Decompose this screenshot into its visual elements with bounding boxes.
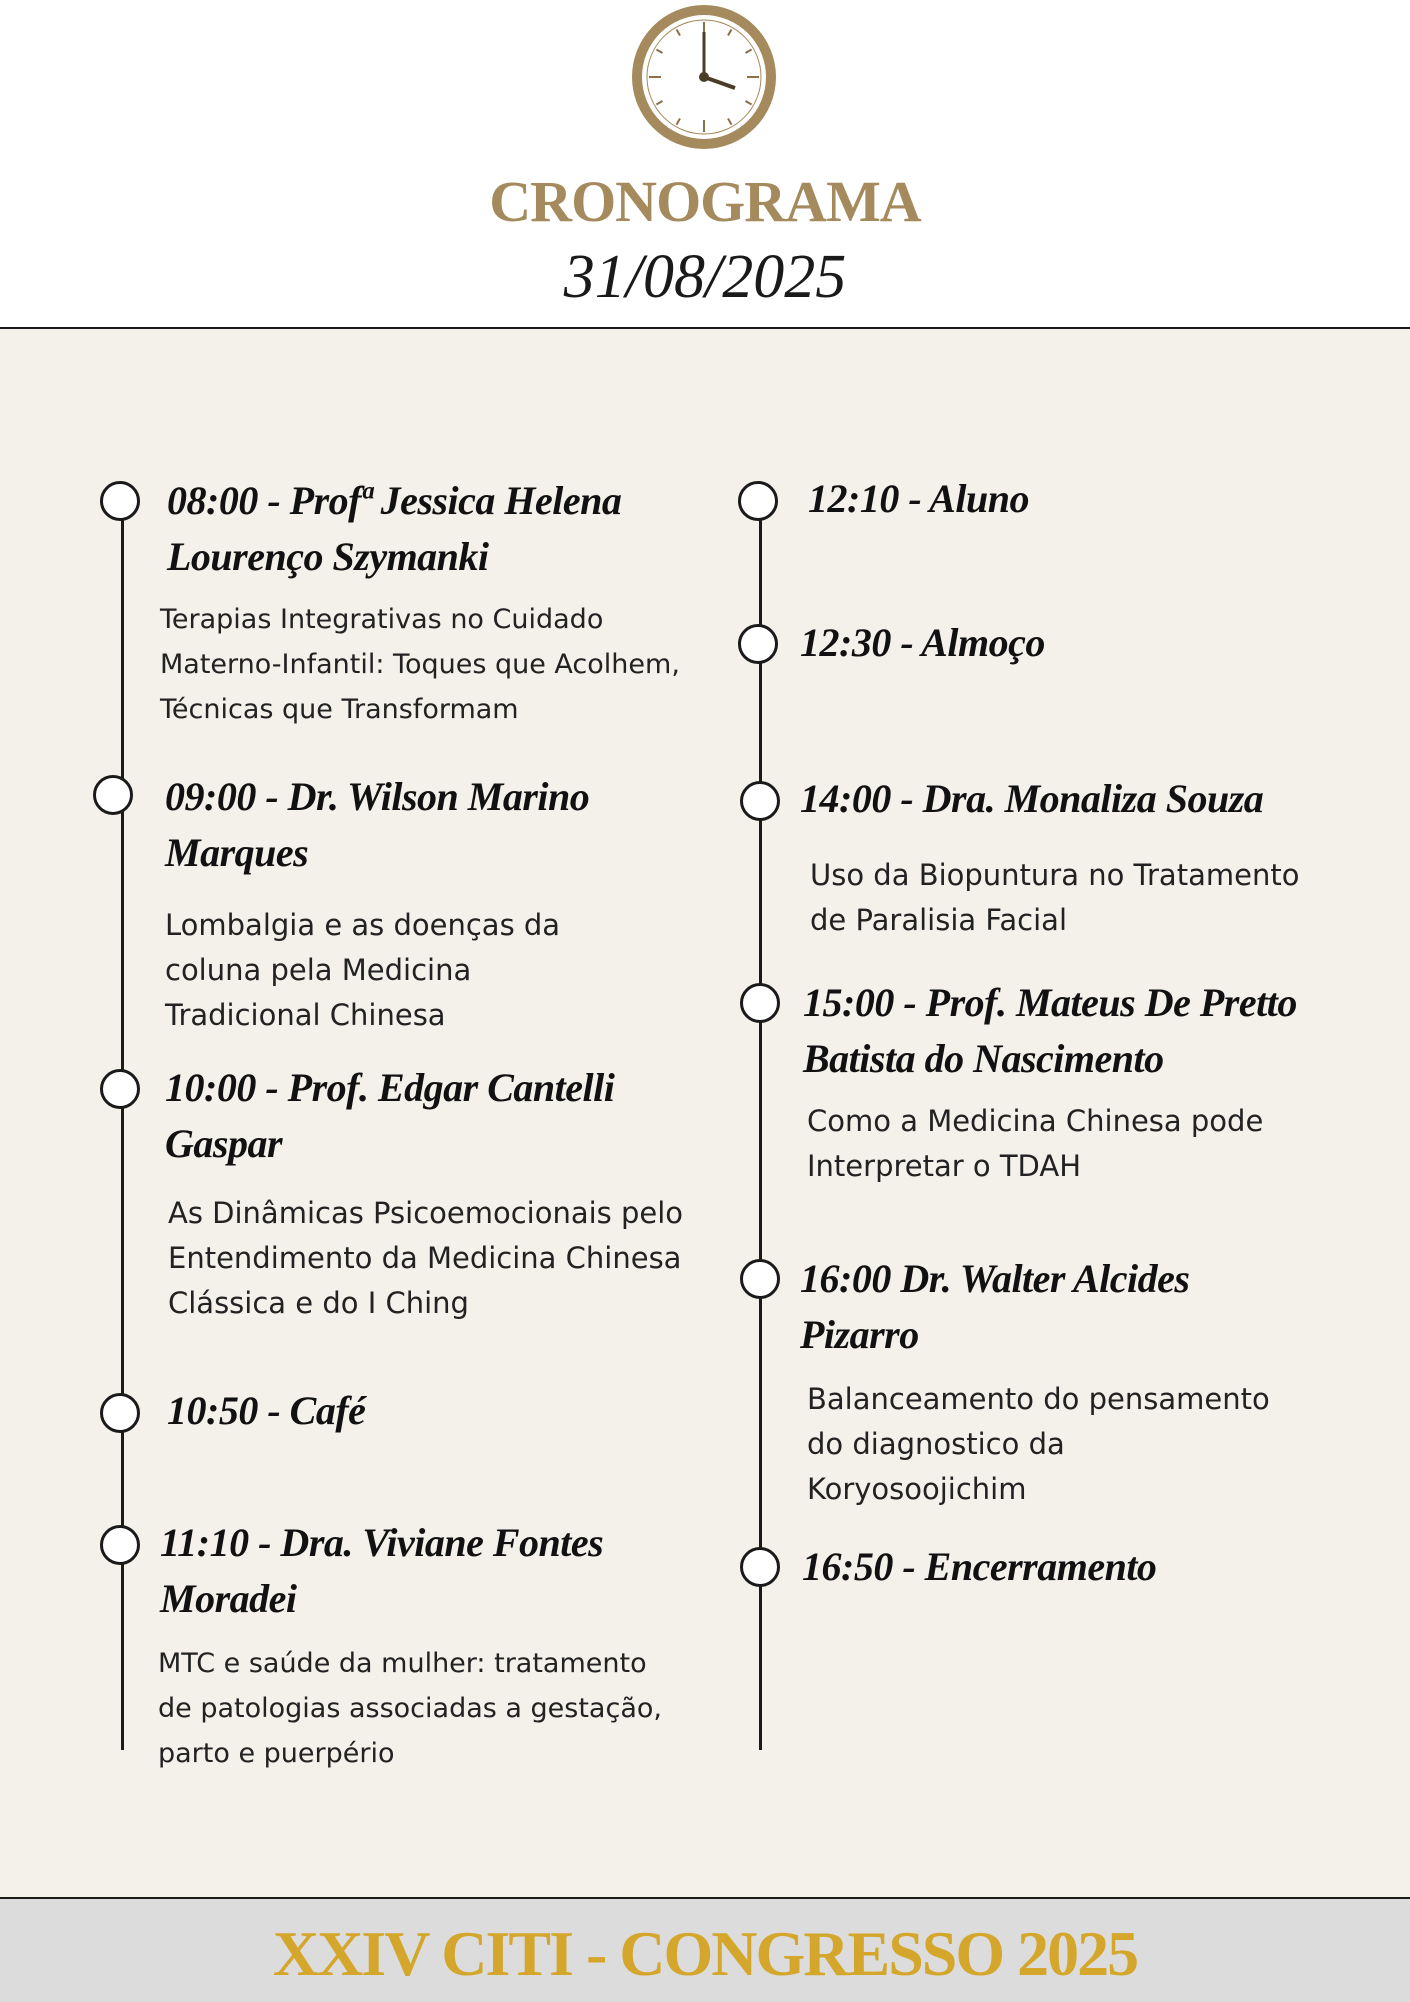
timeline-dot xyxy=(738,481,778,521)
timeline-dot xyxy=(740,1259,780,1299)
event-description: MTC e saúde da mulher: tratamento de patologias associadas a gestação, parto e puerpério xyxy=(158,1648,662,1769)
schedule-area xyxy=(0,329,1410,1897)
congress-title: XXIV CITI - CONGRESSO 2025 xyxy=(272,1918,1138,1989)
event-title: 15:00 - Prof. Mateus De Pretto Batista do Nascimento xyxy=(803,980,1297,1081)
timeline-dot xyxy=(93,775,133,815)
event-title: 16:00 Dr. Walter Alcides Pizarro xyxy=(800,1256,1190,1357)
event-description: Terapias Integrativas no Cuidado Materno-Infantil: Toques que Acolhem, Técnicas que Transformam xyxy=(160,604,680,725)
event-title: 12:10 - Aluno xyxy=(808,476,1029,521)
event-title: 10:50 - Café xyxy=(167,1388,366,1433)
timeline-dot xyxy=(740,983,780,1023)
event-title: 11:10 - Dra. Viviane Fontes Moradei xyxy=(160,1520,604,1621)
event-title: 09:00 - Dr. Wilson Marino Marques xyxy=(165,774,590,875)
timeline-dot xyxy=(100,1525,140,1565)
event-title: 12:30 - Almoço xyxy=(800,620,1045,665)
page-title: CRONOGRAMA xyxy=(489,169,921,234)
timeline-dot xyxy=(100,481,140,521)
event-title: 08:00 - Profª Jessica Helena Lourenço Szymanki xyxy=(167,478,622,579)
event-description: Balanceamento do pensamento do diagnostico da Koryosoojichim xyxy=(807,1382,1270,1506)
event-description: As Dinâmicas Psicoemocionais pelo Entendimento da Medicina Chinesa Clássica e do I Ching xyxy=(168,1196,684,1320)
timeline-dot xyxy=(100,1393,140,1433)
event-title: 14:00 - Dra. Monaliza Souza xyxy=(800,776,1264,821)
timeline-dot xyxy=(100,1069,140,1109)
event-date: 31/08/2025 xyxy=(563,243,847,311)
event-description: Lombalgia e as doenças da coluna pela Medicina Tradicional Chinesa xyxy=(165,908,561,1032)
timeline-dot xyxy=(738,624,778,664)
timeline-dot xyxy=(740,1547,780,1587)
clock-icon xyxy=(629,2,779,152)
page-header xyxy=(0,0,1410,329)
event-description: Uso da Biopuntura no Tratamento de Paralisia Facial xyxy=(810,858,1300,937)
event-title: 10:00 - Prof. Edgar Cantelli Gaspar xyxy=(165,1065,615,1166)
event-title: 16:50 - Encerramento xyxy=(802,1544,1157,1589)
page-footer xyxy=(0,1897,1410,2002)
event-description: Como a Medicina Chinesa pode Interpretar o TDAH xyxy=(807,1104,1264,1183)
timeline-dot xyxy=(740,781,780,821)
